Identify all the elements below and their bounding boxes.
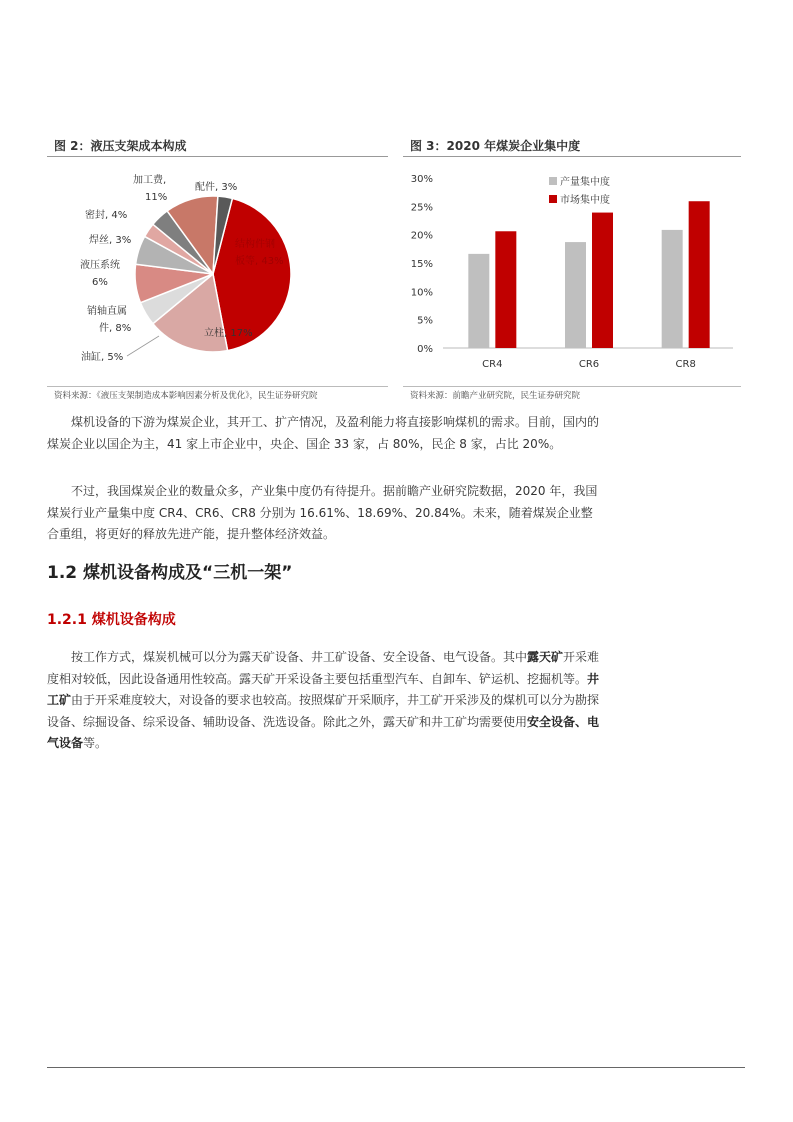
section-heading: 1.2 煤机设备构成及“三机一架”	[47, 563, 293, 583]
x-tick-label: CR8	[675, 359, 696, 370]
figure3-bar-chart	[403, 160, 741, 385]
y-tick-label: 0%	[417, 344, 433, 355]
pie-leader-line	[127, 336, 159, 356]
p3-part-e: 由于开采难度较大，对设备的要求也较高。按照煤矿开采顺序，井工矿开采涉及的煤机可以分为勘探设备、综掘设备、综采设备、辅助设备、洗选设备。除此之外，露天矿和井工矿均需要使用	[47, 693, 600, 729]
x-tick-label: CR6	[578, 359, 600, 370]
pie-label: 密封, 4%	[85, 210, 128, 221]
pie-label-line2: 11%	[145, 192, 168, 203]
figure3-title: 图 3：2020 年煤炭企业集中度	[410, 139, 581, 153]
pie-label: 立柱, 17%	[204, 328, 253, 339]
p3-bold-open-pit: 露天矿	[527, 650, 564, 664]
figure2-title-rule	[47, 156, 388, 157]
pie-label: 加工费,	[133, 175, 167, 186]
paragraph-3	[47, 647, 603, 755]
y-tick-label: 10%	[410, 287, 433, 299]
figure2-source-rule	[47, 386, 388, 387]
legend-label: 市场集中度	[560, 195, 610, 206]
footer-rule	[47, 1067, 745, 1068]
legend-swatch	[549, 195, 557, 203]
bar	[468, 254, 489, 348]
pie-label-line2: 件, 8%	[99, 323, 132, 334]
y-tick-label: 15%	[410, 259, 433, 270]
legend-swatch	[549, 177, 557, 185]
bar	[592, 213, 613, 348]
x-tick-label: CR4	[482, 359, 503, 370]
bar	[662, 230, 683, 348]
pie-label: 结构件钢	[235, 239, 275, 250]
legend-label: 产量集中度	[560, 177, 610, 188]
subsection-heading: 1.2.1 煤机设备构成	[47, 612, 176, 628]
paragraph-1-text: 煤机设备的下游为煤炭企业，其开工、扩产情况，及盈利能力将直接影响煤机的需求。目前，国内的煤炭企业以国企为主，41 家上市企业中，央企、国企 33 家，占 80%，民企 8 家，占比 20%。	[47, 415, 600, 451]
p3-part-g: 等。	[83, 736, 108, 750]
figure2-source: 资料来源：《液压支架制造成本影响因素分析及优化》，民生证券研究院	[54, 391, 318, 401]
pie-label: 配件, 3%	[195, 182, 238, 193]
paragraph-1	[47, 412, 603, 455]
figure3-title-rule	[403, 156, 741, 157]
y-tick-label: 20%	[410, 230, 433, 242]
y-tick-label: 25%	[410, 202, 433, 214]
paragraph-3-text	[47, 647, 603, 755]
figure2-pie-chart	[47, 160, 392, 385]
figure3-source: 资料来源：前瞻产业研究院，民生证券研究院	[410, 391, 581, 401]
bar	[689, 201, 710, 348]
p3-bold-equipment: 安全设备、电气设备	[47, 714, 600, 750]
pie-label-line2: 板等, 43%	[235, 256, 284, 267]
p3-part-a: 按工作方式，煤炭机械可以分为露天矿设备、井工矿设备、安全设备、电气设备。其中	[71, 650, 528, 664]
bar	[565, 242, 586, 348]
pie-label: 油缸, 5%	[81, 352, 124, 363]
y-tick-label: 5%	[417, 315, 433, 327]
figure2-title: 图 2：液压支架成本构成	[54, 139, 187, 153]
pie-label: 销轴直属	[87, 306, 127, 317]
figure3-source-rule	[403, 386, 741, 387]
paragraph-2-text: 不过，我国煤炭企业的数量众多，产业集中度仍有待提升。据前瞻产业研究院数据，2020 年，我国煤炭行业产量集中度 CR4、CR6、CR8 分别为 16.61%、18.69%、20.84%。未来，随着煤炭企业整合重组，将更好的释放先进产能，提升整体经济效益。	[47, 484, 598, 541]
p3-part-c: 开采难度相对较低，因此设备通用性较高。露天矿开采设备主要包括重型汽车、自卸车、铲运机、挖掘机等。	[47, 650, 600, 686]
p3-bold-underground: 井工矿	[47, 671, 600, 707]
pie-label: 液压系统	[80, 260, 120, 271]
pie-label: 焊丝, 3%	[89, 235, 132, 246]
pie-label-line2: 6%	[92, 277, 108, 288]
paragraph-2	[47, 481, 603, 546]
bar	[495, 231, 516, 348]
y-tick-label: 30%	[410, 174, 433, 185]
